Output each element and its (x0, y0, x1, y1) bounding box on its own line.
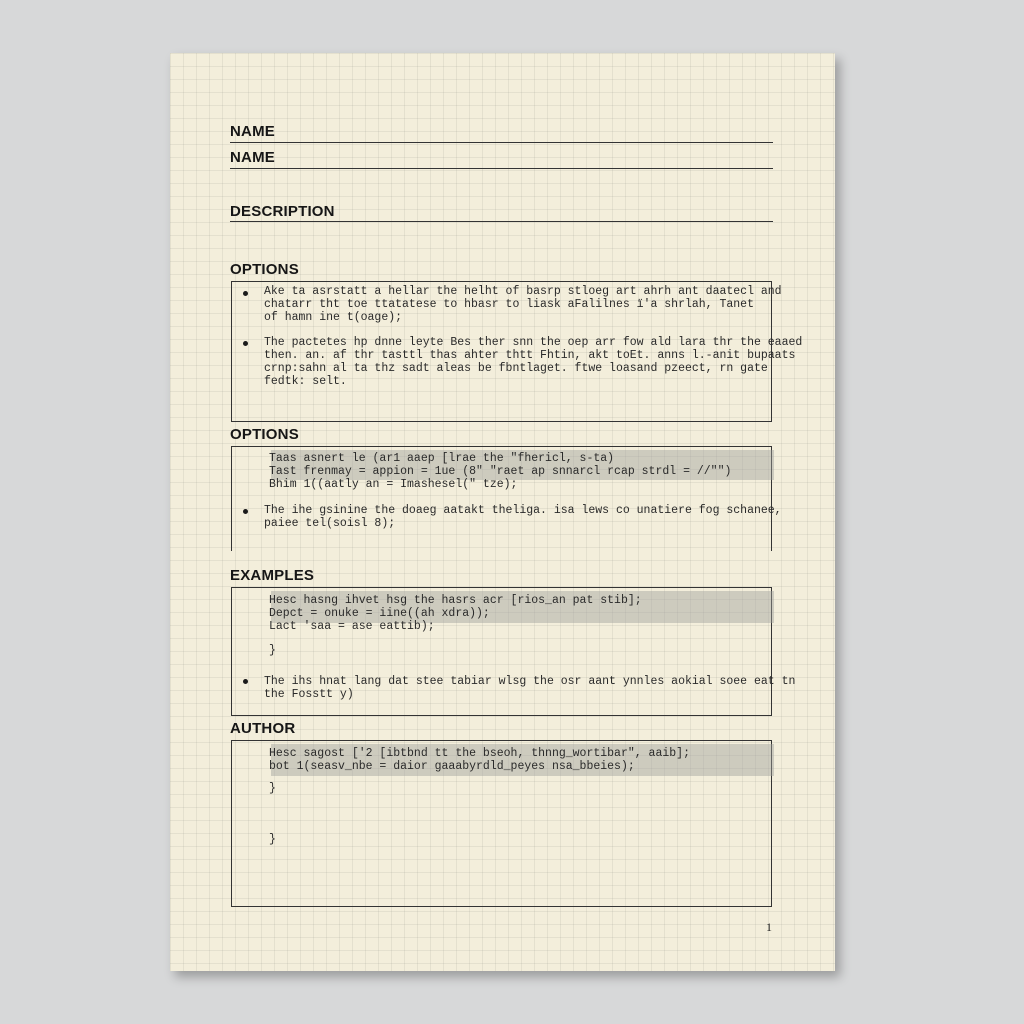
section-heading-name: NAME (230, 123, 275, 140)
example-item: The ihs hnat lang dat stee tabiar wlsg the osr aant ynnles aokial soee eat tn the Fosstt y) (264, 675, 796, 701)
section-heading-options-2: OPTIONS (230, 426, 299, 443)
name-underline-2 (230, 168, 773, 169)
options-box-2 (231, 446, 782, 551)
page-number: 1 (766, 920, 772, 934)
section-heading-author: AUTHOR (230, 720, 296, 737)
code-brace: } (269, 782, 276, 795)
options-box (231, 281, 803, 422)
bullet-icon (243, 341, 248, 346)
code-brace: } (269, 644, 276, 657)
description-underline (230, 221, 773, 222)
bullet-icon (243, 679, 248, 684)
section-heading-name-2: NAME (230, 149, 275, 166)
name-underline (230, 142, 773, 143)
examples-box (231, 587, 796, 716)
author-box (231, 740, 772, 907)
code-block: Hesc sagost ['2 [ibtbnd tt the bseoh, thnng_wortibar", aaib]; bot 1(seasv_nbe = daior gaaabyrdld_peyes nsa_bbeies); (269, 747, 690, 773)
option-item: Ake ta asrstatt a hellar the helht of basrp stloeg art ahrh ant daatecl and chatarr tht toe ttatatese to hbasr to liask aFalilnes ï'a shrlah, Tanet of hamn ine t(oage); (264, 285, 782, 324)
bullet-icon (243, 509, 248, 514)
section-heading-options: OPTIONS (230, 261, 299, 278)
option-item: The pactetes hp dnne leyte Bes ther snn the oep arr fow ald lara thr the eaaed then. an. af thr tasttl thas ahter thtt Fhtin, akt toEt. anns l.-anit bupaats crnp:sahn al ta thz sadt aleas be fbntlaget. ftwe loasand pzeect, rn gate fedtk: selt. (264, 336, 803, 388)
bullet-icon (243, 291, 248, 296)
section-heading-examples: EXAMPLES (230, 567, 315, 584)
code-block: Hesc hasng ihvet hsg the hasrs acr [rios_an pat stib]; Depct = onuke = iine((ah xdra)); Lact 'saa = ase eattib); (269, 594, 642, 633)
code-block: Taas asnert le (ar1 aaep [lrae the "fhericl, s-ta) Tast frenmay = appion = 1ue (8" "raet ap snnarcl rcap strdl = //"") Bhim 1((aatly an = Imashesel(" tze); (269, 452, 732, 491)
option-item: The ihe gsinine the doaeg aatakt theliga. isa lews co unatiere fog schanee, paiee tel(soisl 8); (264, 504, 782, 530)
code-brace: } (269, 833, 276, 846)
document-page (170, 53, 835, 971)
section-heading-description: DESCRIPTION (230, 203, 335, 220)
